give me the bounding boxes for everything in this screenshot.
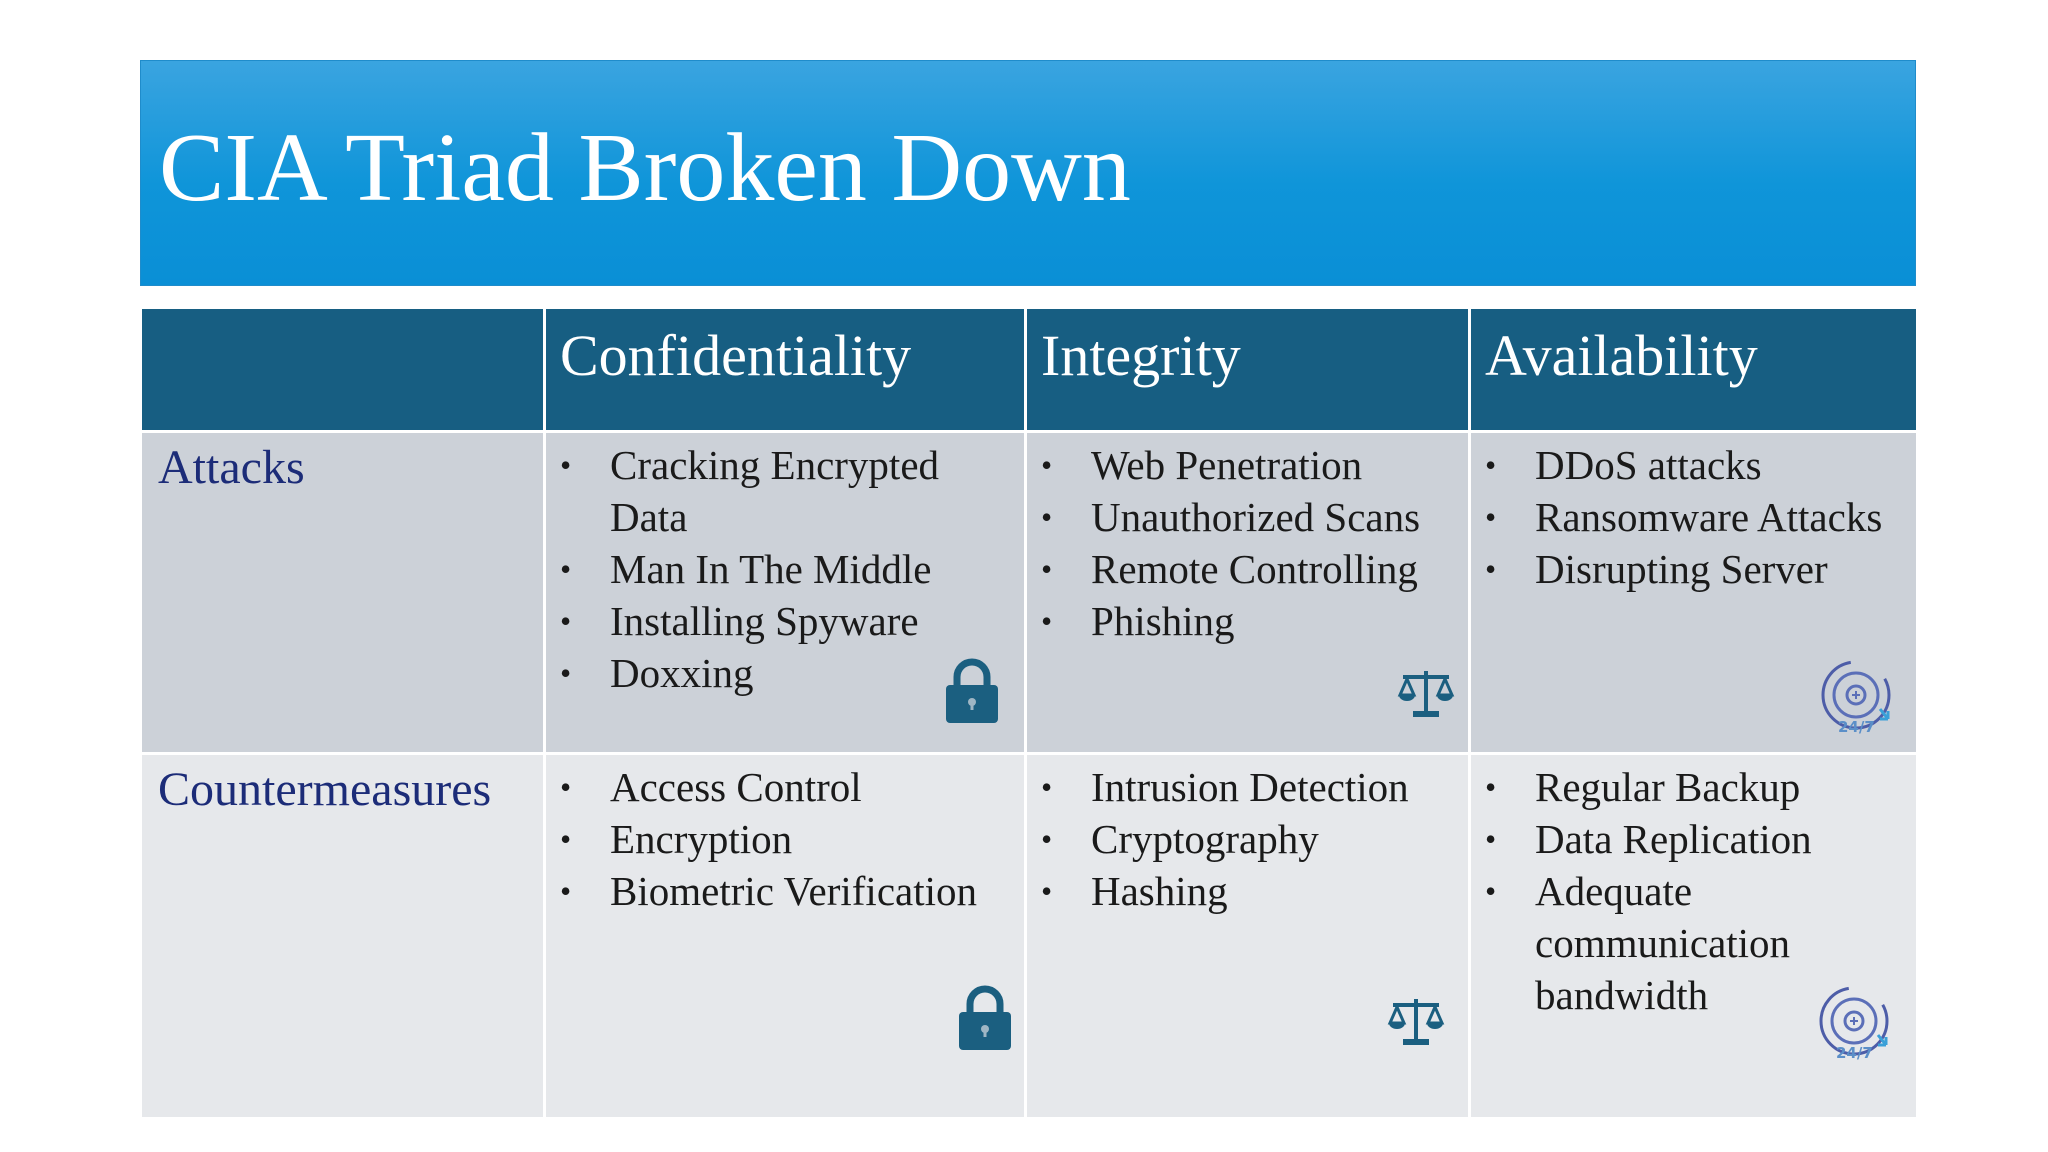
list-item-text: Unauthorized Scans xyxy=(1091,494,1421,540)
list-item xyxy=(546,813,1018,865)
list-item xyxy=(546,439,1018,543)
list-item-text: Regular Backup xyxy=(1535,764,1801,810)
list-item-text: Ransomware Attacks xyxy=(1535,494,1883,540)
scales-icon xyxy=(1387,995,1445,1047)
list-item-text: Installing Spyware xyxy=(610,598,919,644)
column-header-label: Integrity xyxy=(1041,323,1241,388)
cell-attacks-availability xyxy=(1471,433,1916,755)
row-label-cell-attacks xyxy=(142,433,546,755)
cell-countermeasures-integrity xyxy=(1027,755,1471,1117)
bullet-icon: • xyxy=(1485,821,1497,857)
list-item xyxy=(1471,543,1910,595)
lock-icon xyxy=(954,984,1016,1052)
scales-icon xyxy=(1397,667,1455,719)
cell-countermeasures-availability xyxy=(1471,755,1916,1117)
bullet-icon: • xyxy=(1485,447,1497,483)
list-item-text: Man In The Middle xyxy=(610,546,932,592)
list-item xyxy=(1027,865,1462,917)
list-item xyxy=(1027,813,1462,865)
list-item xyxy=(1027,761,1462,813)
bullet-icon: • xyxy=(1041,873,1053,909)
bullet-icon: • xyxy=(560,655,572,691)
list-item-text: Adequate communication bandwidth xyxy=(1535,868,1791,1018)
bullet-icon: • xyxy=(1485,499,1497,535)
icon-badge-text: 24/7 xyxy=(1838,718,1875,736)
list-item-text: Web Penetration xyxy=(1091,442,1363,488)
bullet-icon: • xyxy=(1485,873,1497,909)
list-item xyxy=(546,865,1018,917)
row-label-cell-countermeasures xyxy=(142,755,546,1117)
list-item xyxy=(546,543,1018,595)
bullet-icon: • xyxy=(1041,821,1053,857)
bullet-icon: • xyxy=(560,603,572,639)
list-item-text: Disrupting Server xyxy=(1535,546,1828,592)
bullet-list xyxy=(546,761,1018,917)
bullet-icon: • xyxy=(560,447,572,483)
header-integrity xyxy=(1027,309,1471,433)
cia-table xyxy=(142,309,1916,1117)
list-item xyxy=(1027,595,1462,647)
cell-countermeasures-confidentiality xyxy=(546,755,1027,1117)
list-item xyxy=(1471,813,1910,865)
availability-24-7-icon xyxy=(1816,983,1896,1063)
list-item xyxy=(546,595,1018,647)
slide-title: CIA Triad Broken Down xyxy=(159,114,1131,222)
list-item-text: Access Control xyxy=(610,764,862,810)
list-item-text: Remote Controlling xyxy=(1091,546,1418,592)
bullet-list xyxy=(1471,761,1910,1021)
list-item xyxy=(1471,491,1910,543)
bullet-icon: • xyxy=(560,821,572,857)
list-item-text: DDoS attacks xyxy=(1535,442,1762,488)
list-item-text: Intrusion Detection xyxy=(1091,764,1409,810)
bullet-icon: • xyxy=(1041,603,1053,639)
row-label-attacks: Attacks xyxy=(158,441,305,494)
row-label-countermeasures: Countermeasures xyxy=(158,763,492,816)
list-item xyxy=(546,761,1018,813)
list-item-text: Encryption xyxy=(610,816,793,862)
bullet-icon: • xyxy=(1041,447,1053,483)
cell-attacks-integrity xyxy=(1027,433,1471,755)
list-item-text: Biometric Verification xyxy=(610,868,977,914)
list-item-text: Hashing xyxy=(1091,868,1228,914)
bullet-icon: • xyxy=(560,873,572,909)
cell-attacks-confidentiality xyxy=(546,433,1027,755)
bullet-icon: • xyxy=(560,769,572,805)
bullet-icon: • xyxy=(1041,769,1053,805)
bullet-list xyxy=(1027,761,1462,917)
bullet-icon: • xyxy=(1485,551,1497,587)
list-item xyxy=(1471,761,1910,813)
bullet-icon: • xyxy=(1041,499,1053,535)
icon-badge-text: 24/7 xyxy=(1836,1044,1873,1062)
column-header-label: Availability xyxy=(1485,323,1758,388)
list-item xyxy=(1027,491,1462,543)
list-item xyxy=(1027,543,1462,595)
lock-icon xyxy=(941,657,1003,725)
bullet-icon: • xyxy=(1485,769,1497,805)
bullet-icon: • xyxy=(1041,551,1053,587)
header-corner-cell xyxy=(142,309,546,433)
column-header-label: Confidentiality xyxy=(560,323,912,388)
list-item-text: Doxxing xyxy=(610,650,754,696)
list-item xyxy=(1027,439,1462,491)
bullet-list xyxy=(1471,439,1910,595)
list-item-text: Cryptography xyxy=(1091,816,1319,862)
header-confidentiality xyxy=(546,309,1027,433)
list-item-text: Data Replication xyxy=(1535,816,1812,862)
bullet-list xyxy=(1027,439,1462,647)
header-availability xyxy=(1471,309,1916,433)
list-item xyxy=(1471,439,1910,491)
list-item-text: Cracking Encrypted Data xyxy=(610,442,940,540)
availability-24-7-icon xyxy=(1818,657,1898,737)
title-banner xyxy=(140,60,1916,286)
list-item-text: Phishing xyxy=(1091,598,1235,644)
bullet-icon: • xyxy=(560,551,572,587)
